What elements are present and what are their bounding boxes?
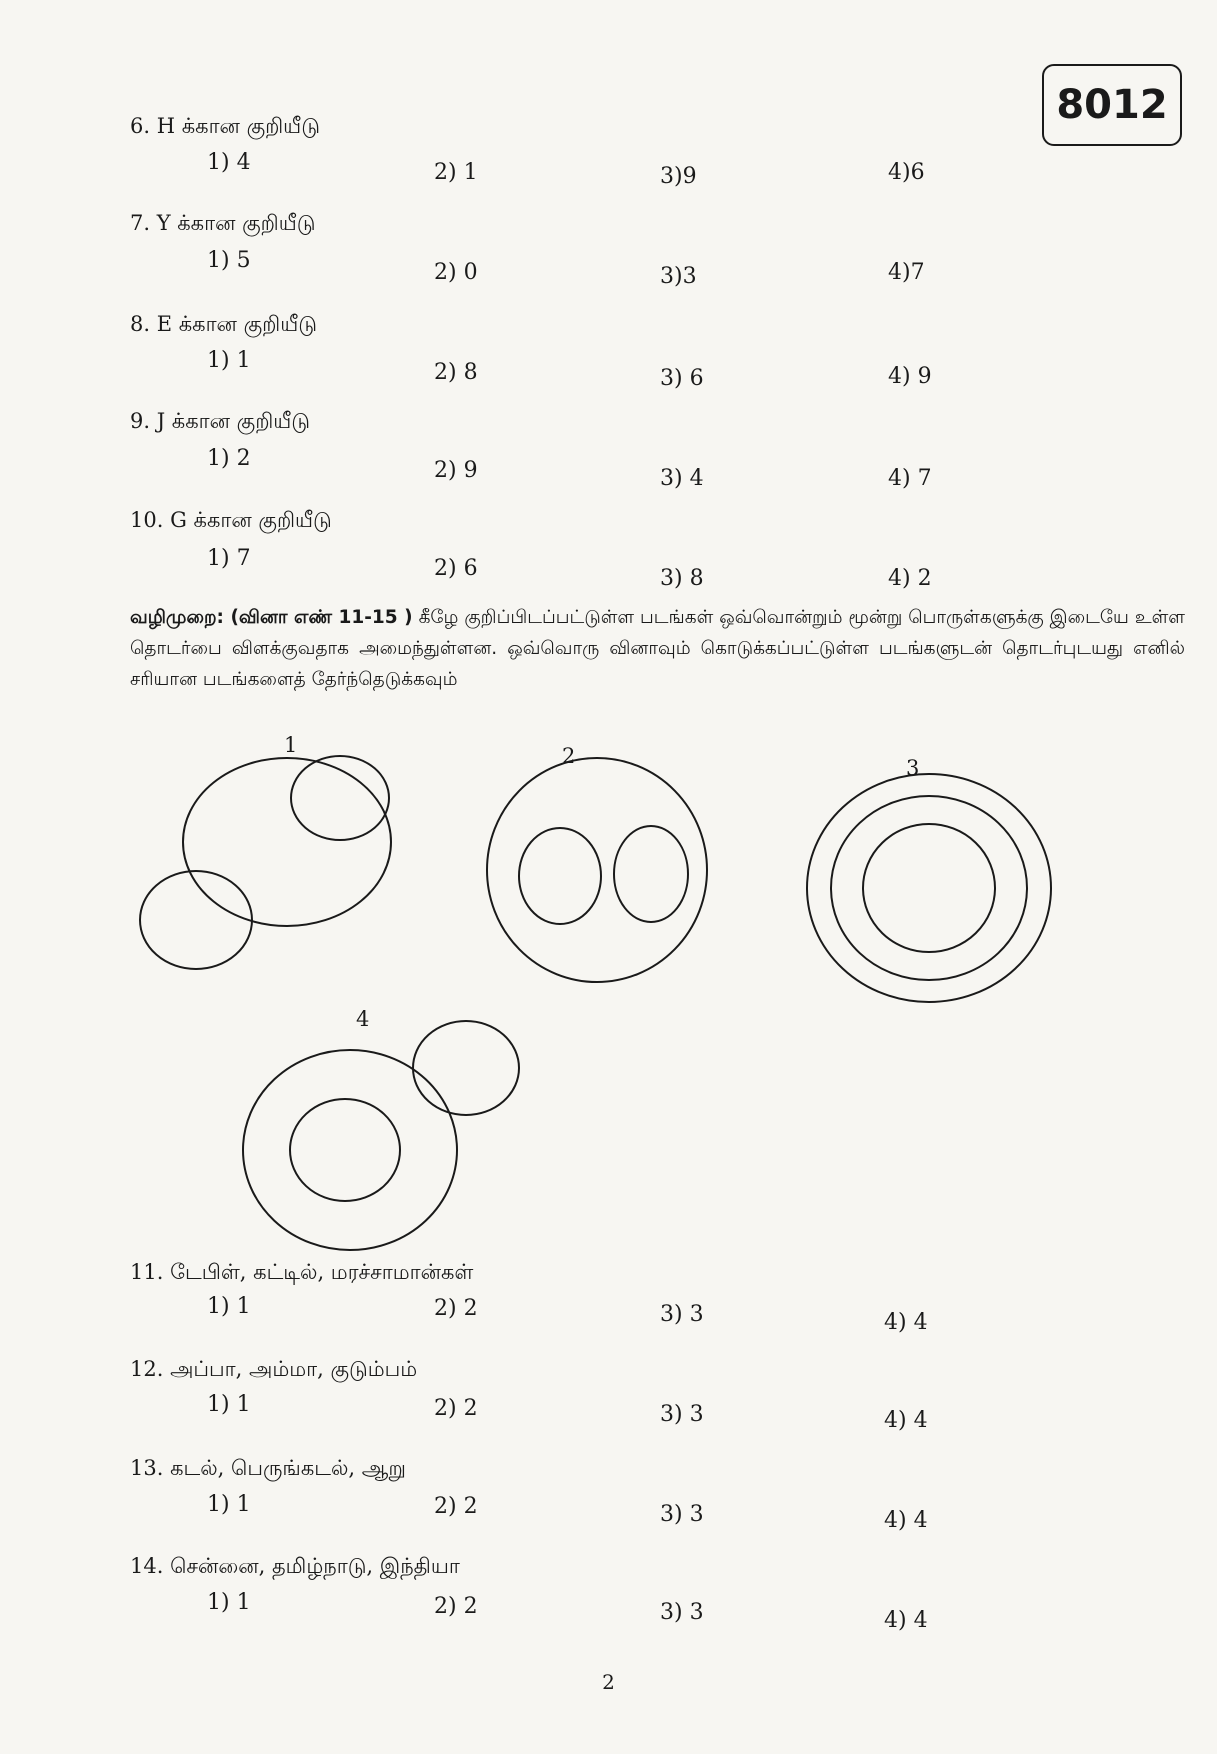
diagram-4-inner-circle: [290, 1099, 400, 1201]
option: 1) 1: [207, 1590, 251, 1615]
question-stem: 8. E க்கான குறியீடு: [130, 312, 317, 336]
instruction-lead: வழிமுறை: (வினா எண் 11-15 ): [130, 607, 413, 628]
option: 1) 1: [207, 1492, 251, 1517]
option: 3) 3: [660, 1600, 704, 1625]
option: 4) 4: [884, 1408, 928, 1433]
option: 2) 2: [434, 1296, 478, 1321]
diagram-label-1: 1: [284, 733, 298, 757]
question-stem: 6. H க்கான குறியீடு: [130, 114, 320, 138]
option: 2) 6: [434, 556, 478, 581]
instruction-block: [130, 602, 1185, 695]
option: 3) 8: [660, 566, 704, 591]
option: 2) 2: [434, 1396, 478, 1421]
diagram-1-small-circle-bottom: [140, 871, 252, 969]
diagram-4-separate-circle: [413, 1021, 519, 1115]
instruction-text: கீழே குறிப்பிடப்பட்டுள்ள படங்கள் ஒவ்வொன்றும் மூன்று பொருள்களுக்கு இடையே உள்ள தொடர்பை விளக்குவதாக அமைந்துள்ளன. ஒவ்வொரு வினாவும் கொடுக்கப்பட்டுள்ள படங்களுடன் தொடர்புடயது எனில் சரியான படங்களைத் தேர்ந்தெடுக்கவும்: [130, 607, 1185, 690]
option: 3)3: [660, 264, 697, 289]
option: 3) 3: [660, 1402, 704, 1427]
option: 1) 7: [207, 546, 251, 571]
option: 2) 8: [434, 360, 478, 385]
option: 1) 5: [207, 248, 251, 273]
question-stem: 7. Y க்கான குறியீடு: [130, 211, 316, 235]
question-stem: 12. அப்பா, அம்மா, குடும்பம்: [130, 1357, 418, 1381]
option: 4) 4: [884, 1508, 928, 1533]
diagram-4-outer-circle: [243, 1050, 457, 1250]
diagram-2-inner-circle-left: [519, 828, 601, 924]
diagram-1-large-circle: [183, 758, 391, 926]
diagram-3-outer-circle: [807, 774, 1051, 1002]
diagram-4: [243, 1021, 519, 1250]
option: 2) 1: [434, 160, 478, 185]
diagram-label-3: 3: [906, 756, 920, 780]
option: 4) 7: [888, 466, 932, 491]
diagram-1: [140, 756, 391, 969]
option: 3) 6: [660, 366, 704, 391]
option: 3) 4: [660, 466, 704, 491]
question-stem: 10. G க்கான குறியீடு: [130, 508, 332, 532]
page-code-box: 8012: [1042, 64, 1182, 146]
option: 2) 2: [434, 1494, 478, 1519]
option: 1) 1: [207, 1294, 251, 1319]
option: 4)6: [888, 160, 925, 185]
question-stem: 13. கடல், பெருங்கடல், ஆறு: [130, 1456, 406, 1480]
option: 4) 2: [888, 566, 932, 591]
option: 1) 1: [207, 348, 251, 373]
option: 3) 3: [660, 1302, 704, 1327]
option: 4) 4: [884, 1608, 928, 1633]
option: 2) 9: [434, 458, 478, 483]
option: 4) 9: [888, 364, 932, 389]
option: 1) 4: [207, 150, 251, 175]
page-number: 2: [602, 1670, 615, 1694]
diagram-3-inner-circle: [863, 824, 995, 952]
diagram-2-inner-circle-right: [614, 826, 688, 922]
venn-diagrams: [0, 720, 1217, 1260]
question-stem: 14. சென்னை, தமிழ்நாடு, இந்தியா: [130, 1554, 460, 1578]
option: 3) 3: [660, 1502, 704, 1527]
option: 1) 1: [207, 1392, 251, 1417]
diagram-label-4: 4: [356, 1007, 370, 1031]
diagram-3: [807, 774, 1051, 1002]
option: 3)9: [660, 164, 697, 189]
option: 2) 2: [434, 1594, 478, 1619]
option: 4)7: [888, 260, 925, 285]
option: 1) 2: [207, 446, 251, 471]
option: 2) 0: [434, 260, 478, 285]
diagram-2: [487, 758, 707, 982]
diagram-label-2: 2: [562, 744, 576, 768]
question-stem: 9. J க்கான குறியீடு: [130, 409, 311, 433]
option: 4) 4: [884, 1310, 928, 1335]
question-stem: 11. டேபிள், கட்டில், மரச்சாமான்கள்: [130, 1260, 474, 1284]
